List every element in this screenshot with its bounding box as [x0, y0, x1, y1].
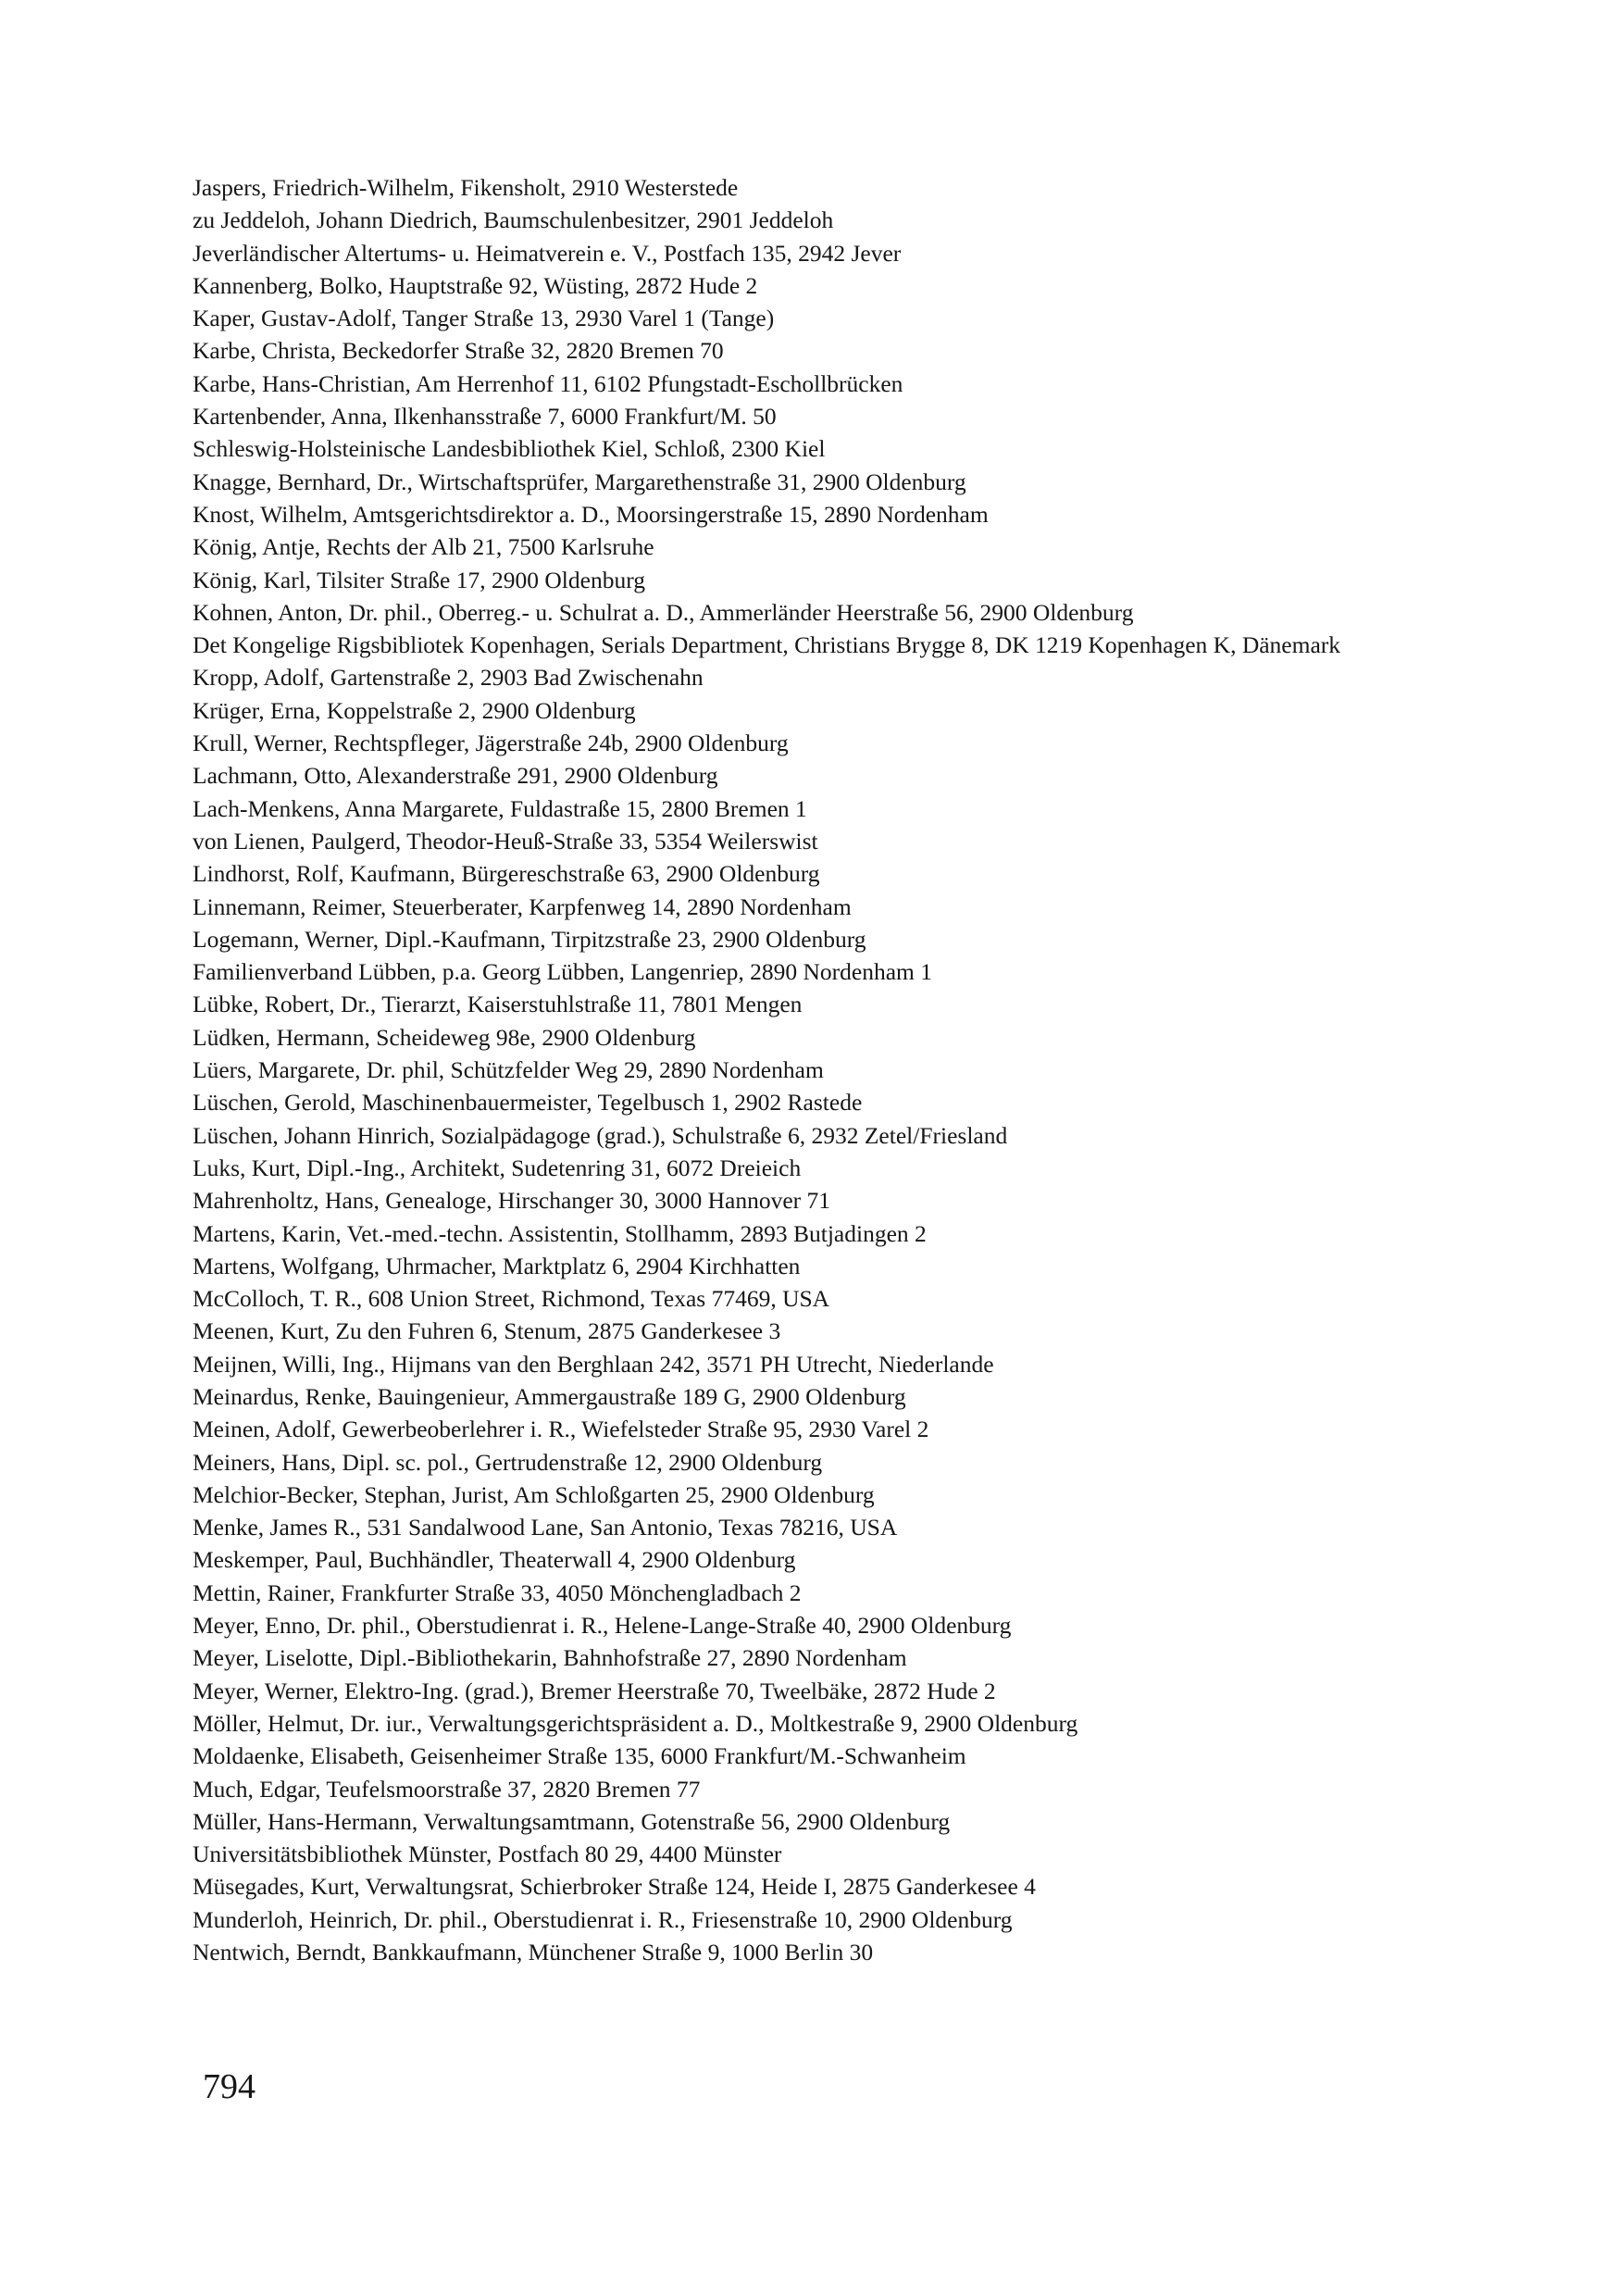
list-item: Jaspers, Friedrich-Wilhelm, Fikensholt, 2910 Westerstede: [193, 174, 739, 201]
list-item: Müller, Hans-Hermann, Verwaltungsamtmann, Gotenstraße 56, 2900 Oldenburg: [193, 1807, 951, 1835]
list-item: Mahrenholtz, Hans, Genealoge, Hirschanger 30, 3000 Hannover 71: [193, 1187, 830, 1215]
list-item: Nentwich, Berndt, Bankkaufmann, Münchener Straße 9, 1000 Berlin 30: [193, 1939, 874, 1966]
page-number: 794: [203, 2067, 255, 2106]
list-item: König, Antje, Rechts der Alb 21, 7500 Karlsruhe: [193, 533, 654, 561]
list-item: König, Karl, Tilsiter Straße 17, 2900 Oldenburg: [193, 566, 645, 593]
list-item: Lach-Menkens, Anna Margarete, Fuldastraße 15, 2800 Bremen 1: [193, 794, 807, 822]
list-item: Meyer, Liselotte, Dipl.-Bibliothekarin, Bahnhofstraße 27, 2890 Nordenham: [193, 1644, 907, 1672]
list-item: Meiners, Hans, Dipl. sc. pol., Gertrudenstraße 12, 2900 Oldenburg: [193, 1448, 823, 1476]
list-item: Karbe, Christa, Beckedorfer Straße 32, 2820 Bremen 70: [193, 337, 724, 365]
list-item: Möller, Helmut, Dr. iur., Verwaltungsgerichtspräsident a. D., Moltkestraße 9, 2900 Oldenburg: [193, 1709, 1078, 1737]
list-item: Logemann, Werner, Dipl.-Kaufmann, Tirpitzstraße 23, 2900 Oldenburg: [193, 925, 866, 953]
list-item: Melchior-Becker, Stephan, Jurist, Am Schloßgarten 25, 2900 Oldenburg: [193, 1480, 875, 1508]
list-item: Meinardus, Renke, Bauingenieur, Ammergaustraße 189 G, 2900 Oldenburg: [193, 1382, 906, 1410]
list-item: Krull, Werner, Rechtspfleger, Jägerstraße 24b, 2900 Oldenburg: [193, 730, 789, 757]
list-item: Kropp, Adolf, Gartenstraße 2, 2903 Bad Zwischenahn: [193, 664, 704, 692]
list-item: zu Jeddeloh, Johann Diedrich, Baumschulenbesitzer, 2901 Jeddeloh: [193, 206, 834, 234]
list-item: Mettin, Rainer, Frankfurter Straße 33, 4050 Mönchengladbach 2: [193, 1578, 802, 1606]
list-item: Kartenbender, Anna, Ilkenhansstraße 7, 6000 Frankfurt/M. 50: [193, 403, 777, 430]
list-item: Munderloh, Heinrich, Dr. phil., Oberstudienrat i. R., Friesenstraße 10, 2900 Oldenburg: [193, 1905, 1013, 1933]
list-item: Familienverband Lübben, p.a. Georg Lübben, Langenriep, 2890 Nordenham 1: [193, 958, 933, 986]
list-item: von Lienen, Paulgerd, Theodor-Heuß-Straße 33, 5354 Weilerswist: [193, 827, 818, 855]
list-item: Kannenberg, Bolko, Hauptstraße 92, Wüsting, 2872 Hude 2: [193, 271, 758, 299]
list-item: Kohnen, Anton, Dr. phil., Oberreg.- u. Schulrat a. D., Ammerländer Heerstraße 56, 2900 Oldenburg: [193, 598, 1134, 626]
list-item: Lachmann, Otto, Alexanderstraße 291, 2900 Oldenburg: [193, 762, 718, 790]
list-item: Knagge, Bernhard, Dr., Wirtschaftsprüfer, Margarethenstraße 31, 2900 Oldenburg: [193, 468, 966, 495]
list-item: Lüschen, Gerold, Maschinenbauermeister, Tegelbusch 1, 2902 Rastede: [193, 1089, 863, 1117]
list-item: Knost, Wilhelm, Amtsgerichtsdirektor a. D., Moorsingerstraße 15, 2890 Nordenham: [193, 500, 989, 528]
list-item: Moldaenke, Elisabeth, Geisenheimer Straße 135, 6000 Frankfurt/M.-Schwanheim: [193, 1742, 966, 1770]
list-item: Schleswig-Holsteinische Landesbibliothek Kiel, Schloß, 2300 Kiel: [193, 435, 826, 463]
list-item: Meijnen, Willi, Ing., Hijmans van den Berghlaan 242, 3571 PH Utrecht, Niederlande: [193, 1350, 994, 1378]
list-item: Linnemann, Reimer, Steuerberater, Karpfenweg 14, 2890 Nordenham: [193, 892, 852, 920]
list-item: McColloch, T. R., 608 Union Street, Richmond, Texas 77469, USA: [193, 1285, 830, 1313]
list-item: Martens, Wolfgang, Uhrmacher, Marktplatz 6, 2904 Kirchhatten: [193, 1252, 801, 1279]
list-item: Kaper, Gustav-Adolf, Tanger Straße 13, 2930 Varel 1 (Tange): [193, 305, 775, 332]
list-item: Luks, Kurt, Dipl.-Ing., Architekt, Sudetenring 31, 6072 Dreieich: [193, 1154, 802, 1181]
list-item: Meyer, Enno, Dr. phil., Oberstudienrat i. R., Helene-Lange-Straße 40, 2900 Oldenburg: [193, 1612, 1012, 1640]
list-item: Meskemper, Paul, Buchhändler, Theaterwall 4, 2900 Oldenburg: [193, 1546, 796, 1574]
list-item: Meyer, Werner, Elektro-Ing. (grad.), Bremer Heerstraße 70, Tweelbäke, 2872 Hude 2: [193, 1677, 996, 1704]
list-item: Meenen, Kurt, Zu den Fuhren 6, Stenum, 2875 Ganderkesee 3: [193, 1317, 781, 1345]
list-item: Lindhorst, Rolf, Kaufmann, Bürgereschstraße 63, 2900 Oldenburg: [193, 860, 820, 888]
list-item: Lübke, Robert, Dr., Tierarzt, Kaiserstuhlstraße 11, 7801 Mengen: [193, 991, 803, 1018]
list-item: Martens, Karin, Vet.-med.-techn. Assistentin, Stollhamm, 2893 Butjadingen 2: [193, 1219, 927, 1247]
list-item: Meinen, Adolf, Gewerbeoberlehrer i. R., Wiefelsteder Straße 95, 2930 Varel 2: [193, 1416, 929, 1443]
list-item: Menke, James R., 531 Sandalwood Lane, San Antonio, Texas 78216, USA: [193, 1514, 898, 1541]
list-item: Lüdken, Hermann, Scheideweg 98e, 2900 Oldenburg: [193, 1023, 696, 1051]
list-item: Jeverländischer Altertums- u. Heimatverein e. V., Postfach 135, 2942 Jever: [193, 239, 902, 267]
list-item: Müsegades, Kurt, Verwaltungsrat, Schierbroker Straße 124, Heide I, 2875 Ganderkesee 4: [193, 1873, 1036, 1901]
list-item: Det Kongelige Rigsbibliotek Kopenhagen, Serials Department, Christians Brygge 8, DK 1219 Kopenhagen K, Dänemark: [193, 631, 1341, 659]
address-list: [193, 171, 1451, 1968]
list-item: Much, Edgar, Teufelsmoorstraße 37, 2820 Bremen 77: [193, 1775, 701, 1803]
list-item: Karbe, Hans-Christian, Am Herrenhof 11, 6102 Pfungstadt-Eschollbrücken: [193, 369, 903, 397]
list-item: Lüschen, Johann Hinrich, Sozialpädagoge (grad.), Schulstraße 6, 2932 Zetel/Friesland: [193, 1121, 1008, 1149]
list-item: Krüger, Erna, Koppelstraße 2, 2900 Oldenburg: [193, 696, 636, 724]
list-item: Universitätsbibliothek Münster, Postfach 80 29, 4400 Münster: [193, 1841, 782, 1868]
list-item: Lüers, Margarete, Dr. phil, Schützfelder Weg 29, 2890 Nordenham: [193, 1056, 824, 1084]
